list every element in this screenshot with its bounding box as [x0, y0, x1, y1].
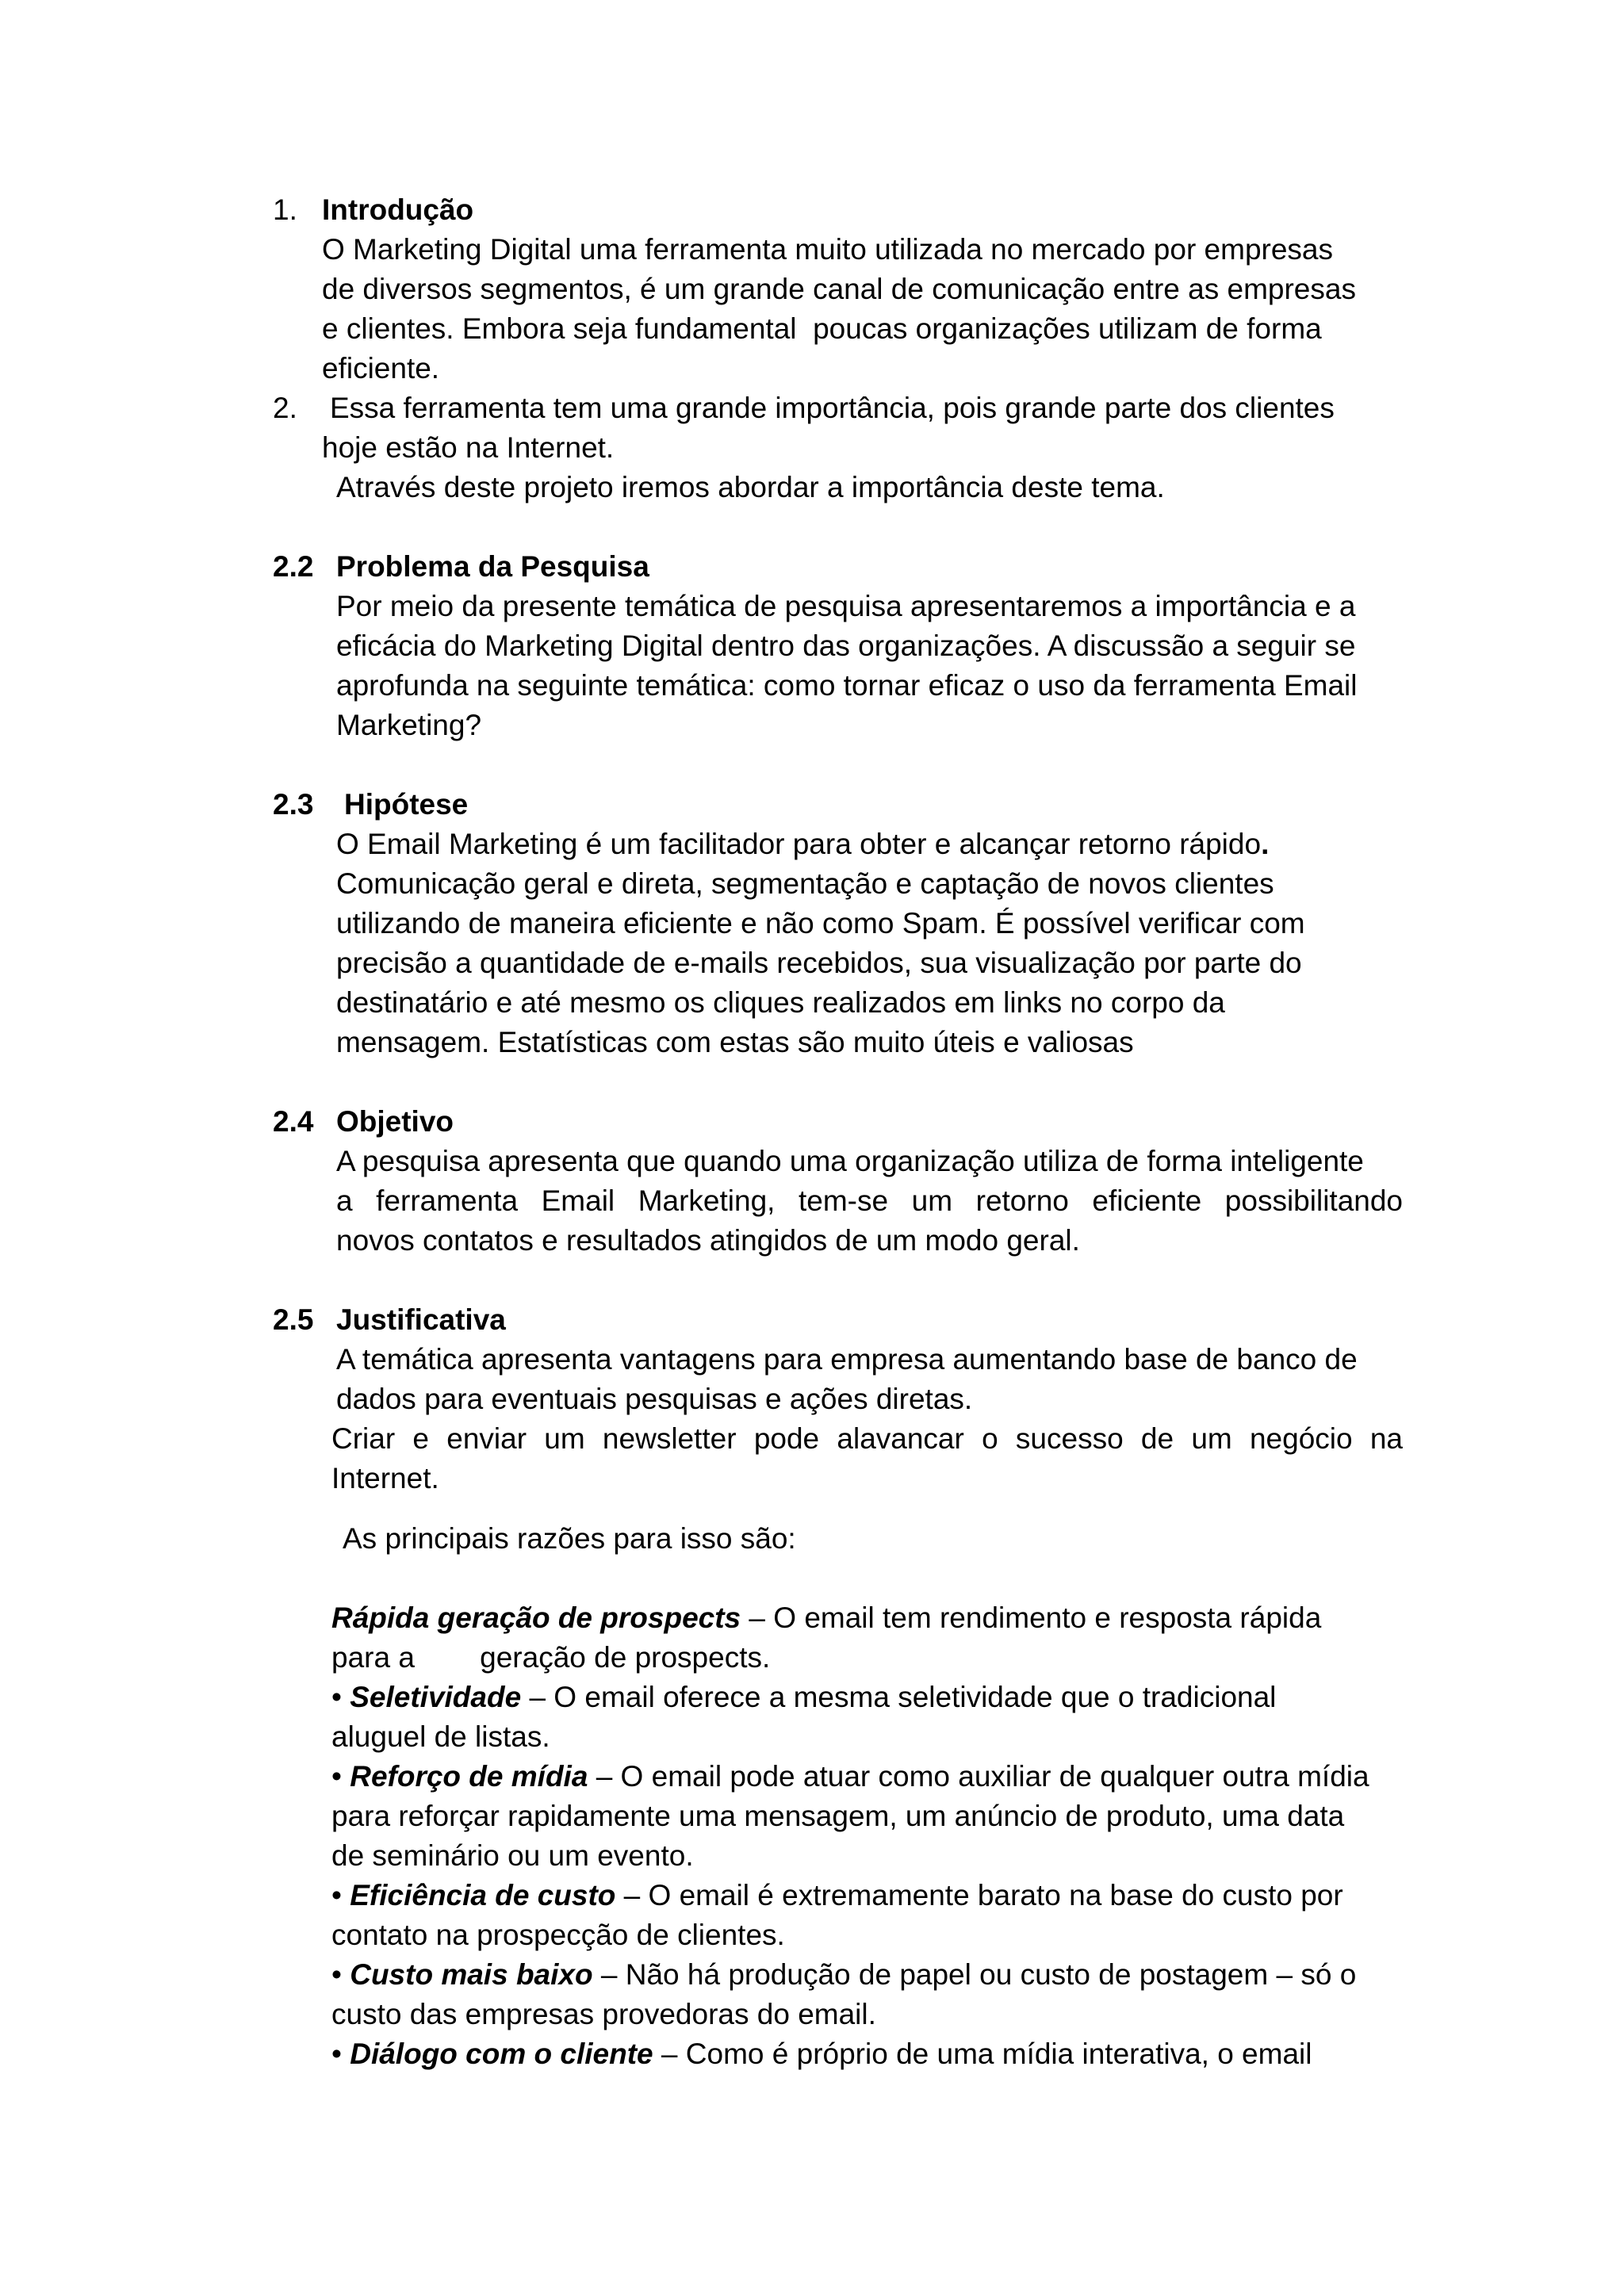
hipotese-line-1 [336, 825, 1269, 864]
problema-line-4: Marketing? [336, 709, 482, 741]
objetivo-number: 2.4 [273, 1105, 314, 1138]
reason-4-line-2: contato na prospecção de clientes. [331, 1919, 785, 1951]
intro-line-3: e clientes. Embora seja fundamental poucas organizações utilizam de forma [322, 312, 1322, 345]
reason-3 [331, 1757, 1369, 1797]
reason-4-text: – O email é extremamente barato na base do custo por [615, 1879, 1343, 1911]
hipotese-line-2: Comunicação geral e direta, segmentação e captação de novos clientes [336, 867, 1274, 900]
reason-5-term: Custo mais baixo [350, 1958, 593, 1991]
objetivo-heading: Objetivo [336, 1105, 454, 1138]
objetivo-line-1: A pesquisa apresenta que quando uma organização utiliza de forma inteligente [336, 1145, 1364, 1177]
hipotese-line-6: mensagem. Estatísticas com estas são muito úteis e valiosas [336, 1026, 1134, 1058]
reason-2 [331, 1678, 1276, 1717]
problema-line-1: Por meio da presente temática de pesquisa apresentaremos a importância e a [336, 590, 1356, 622]
objetivo-line-2: a ferramenta Email Marketing, tem-se um retorno eficiente possibilitando [336, 1184, 1403, 1217]
reason-5-line-2: custo das empresas provedoras do email. [331, 1998, 876, 2030]
problema-line-3: aprofunda na seguinte temática: como tornar eficaz o uso da ferramenta Email [336, 669, 1358, 702]
bullet: • [331, 1958, 350, 1991]
reason-3-line-3: de seminário ou um evento. [331, 1839, 694, 1872]
justificativa-line-3: Criar e enviar um newsletter pode alavancar o sucesso de um negócio na [331, 1422, 1403, 1455]
reason-1-text: – O email tem rendimento e resposta rápida [741, 1601, 1322, 1634]
reason-1 [331, 1598, 1321, 1638]
reason-3-line-2: para reforçar rapidamente uma mensagem, um anúncio de produto, uma data [331, 1800, 1345, 1832]
intro-line-2: de diversos segmentos, é um grande canal de comunicação entre as empresas [322, 273, 1356, 305]
justificativa-line-1: A temática apresenta vantagens para empresa aumentando base de banco de [336, 1343, 1358, 1376]
reason-6-term: Diálogo com o cliente [350, 2038, 653, 2070]
hipotese-heading: Hipótese [344, 788, 469, 821]
reason-2-term: Seletividade [350, 1681, 522, 1713]
problema-heading: Problema da Pesquisa [336, 550, 649, 583]
reason-2-text: – O email oferece a mesma seletividade que o tradicional [521, 1681, 1277, 1713]
bullet: • [331, 1879, 350, 1911]
objetivo-line-3: novos contatos e resultados atingidos de um modo geral. [336, 1224, 1080, 1257]
hipotese-line-1-text: O Email Marketing é um facilitador para obter e alcançar retorno rápido [336, 828, 1262, 860]
reason-5 [331, 1955, 1356, 1995]
reason-2-line-2: aluguel de listas. [331, 1720, 550, 1753]
problema-line-2: eficácia do Marketing Digital dentro das organizações. A discussão a seguir se [336, 629, 1356, 662]
intro-number: 1. [273, 193, 297, 226]
reason-5-text: – Não há produção de papel ou custo de postagem – só o [592, 1958, 1357, 1991]
reason-1-line-2: para a geração de prospects. [331, 1641, 771, 1674]
item2-line-2: hoje estão na Internet. [322, 431, 615, 464]
reason-4 [331, 1876, 1343, 1915]
justificativa-line-2: dados para eventuais pesquisas e ações diretas. [336, 1383, 973, 1415]
hipotese-number: 2.3 [273, 788, 314, 821]
intro-line-4: eficiente. [322, 352, 440, 385]
item2-line-1: Essa ferramenta tem uma grande importância, pois grande parte dos clientes [330, 392, 1335, 424]
justificativa-heading: Justificativa [336, 1303, 506, 1336]
reason-3-term: Reforço de mídia [350, 1760, 588, 1793]
problema-number: 2.2 [273, 550, 314, 583]
hipotese-line-5: destinatário e até mesmo os cliques realizados em links no corpo da [336, 986, 1225, 1019]
justificativa-number: 2.5 [273, 1303, 314, 1336]
reason-1-term: Rápida geração de prospects [331, 1601, 741, 1634]
item2-line-3: Através deste projeto iremos abordar a importância deste tema. [336, 471, 1165, 503]
hipotese-line-1-period: . [1261, 828, 1270, 860]
bullet: • [331, 2038, 350, 2070]
bullet: • [331, 1681, 350, 1713]
reasons-intro: As principais razões para isso são: [343, 1522, 796, 1555]
reason-4-term: Eficiência de custo [350, 1879, 616, 1911]
reason-6 [331, 2034, 1312, 2074]
hipotese-line-4: precisão a quantidade de e-mails recebidos, sua visualização por parte do [336, 947, 1302, 979]
reason-3-text: – O email pode atuar como auxiliar de qualquer outra mídia [588, 1760, 1369, 1793]
item2-number: 2. [273, 392, 297, 424]
intro-heading: Introdução [322, 193, 474, 226]
justificativa-line-4: Internet. [331, 1462, 439, 1494]
reason-6-text: – Como é próprio de uma mídia interativa, o email [653, 2038, 1312, 2070]
hipotese-line-3: utilizando de maneira eficiente e não como Spam. É possível verificar com [336, 907, 1305, 939]
intro-line-1: O Marketing Digital uma ferramenta muito utilizada no mercado por empresas [322, 233, 1334, 266]
bullet: • [331, 1760, 350, 1793]
